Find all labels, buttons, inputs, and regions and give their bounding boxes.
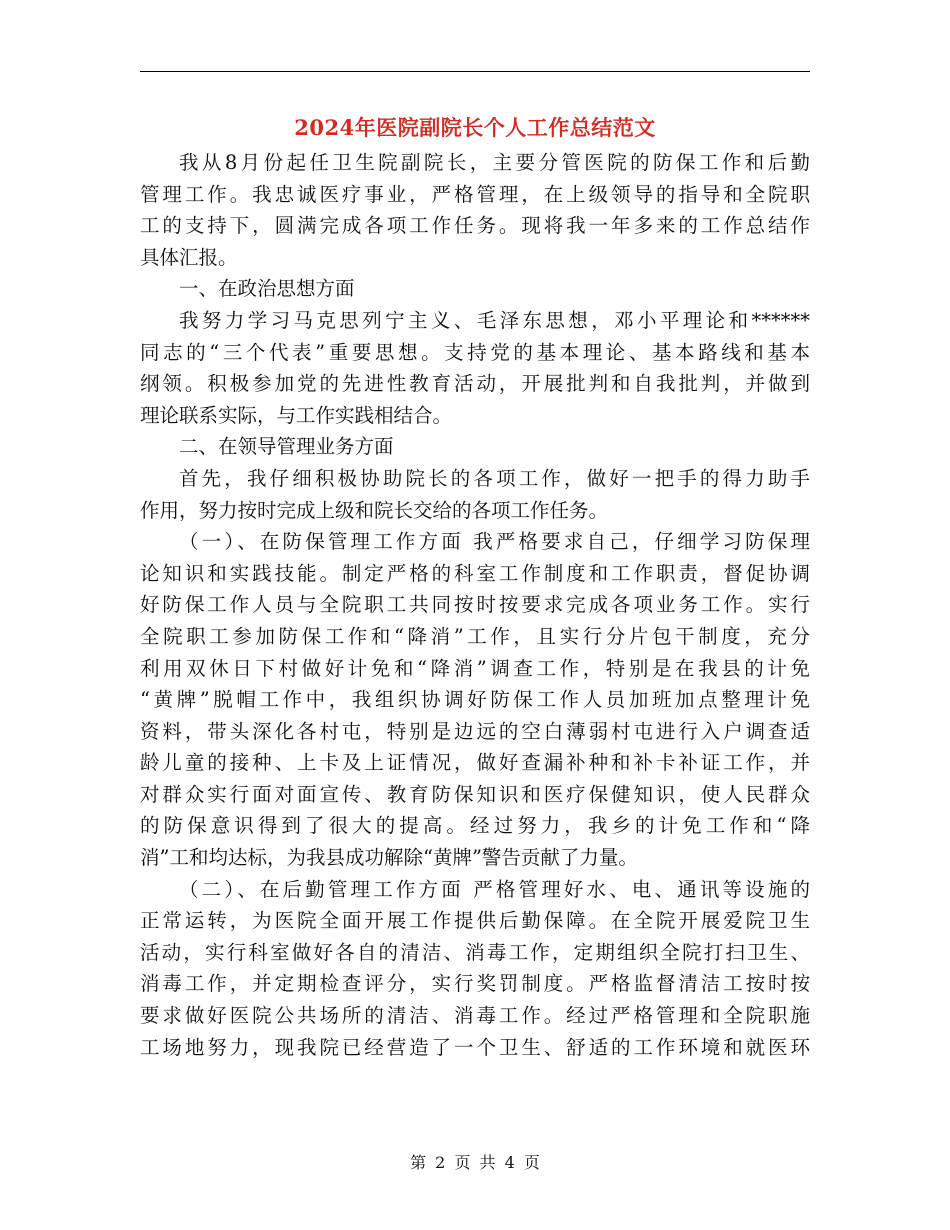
paragraph-line: 正常运转，为医院全面开展工作提供后勤保障。在全院开展爱院卫生	[140, 909, 810, 933]
paragraph-line: 工场地努力，现我院已经营造了一个卫生、舒适的工作环境和就医环	[140, 1035, 810, 1059]
page-number: 第 2 页 共 4 页	[410, 1153, 540, 1172]
document-title: 2024年医院副院长个人工作总结范文	[294, 115, 656, 140]
paragraph-line: 活动，实行科室做好各自的清洁、消毒工作，定期组织全院打扫卫生、	[140, 940, 810, 964]
paragraph-line: 工的支持下，圆满完成各项工作任务。现将我一年多来的工作总结作	[140, 214, 810, 238]
paragraph-line: 具体汇报。	[140, 245, 238, 269]
header-rule	[140, 71, 810, 72]
paragraph-line: 同志的“三个代表”重要思想。支持党的基本理论、基本路线和基本	[140, 340, 810, 364]
paragraph-line: 龄儿童的接种、上卡及上证情况，做好查漏补种和补卡补证工作，并	[140, 751, 810, 775]
document-body	[140, 147, 810, 1063]
paragraph-line: 消毒工作，并定期检查评分，实行奖罚制度。严格监督清洁工按时按	[140, 972, 810, 996]
paragraph-line: （二）、在后勤管理工作方面 严格管理好水、电、通讯等设施的	[179, 877, 810, 901]
paragraph-line: 消”工和均达标，为我县成功解除“黄牌”警告贡献了力量。	[140, 846, 638, 870]
paragraph-line: 理论联系实际，与工作实践相结合。	[140, 403, 453, 427]
paragraph-line: 我从8月份起任卫生院副院长，主要分管医院的防保工作和后勤	[179, 151, 810, 174]
paragraph-line: 首先，我仔细积极协助院长的各项工作，做好一把手的得力助手	[179, 466, 810, 490]
paragraph-line: 作用，努力按时完成上级和院长交给的各项工作任务。	[140, 498, 609, 522]
paragraph-line: 利用双休日下村做好计免和“降消”调查工作，特别是在我县的计免	[140, 656, 810, 680]
paragraph-line: 好防保工作人员与全院职工共同按时按要求完成各项业务工作。实行	[140, 593, 810, 617]
paragraph-line: 纲领。积极参加党的先进性教育活动，开展批判和自我批判，并做到	[140, 372, 810, 396]
section-heading: 二、在领导管理业务方面	[179, 435, 394, 459]
paragraph-line: 论知识和实践技能。制定严格的科室工作制度和工作职责，督促协调	[140, 561, 810, 585]
paragraph-line: （一）、在防保管理工作方面 我严格要求自己，仔细学习防保理	[179, 530, 810, 554]
paragraph-line: 资料，带头深化各村屯，特别是边远的空白薄弱村屯进行入户调查适	[140, 719, 810, 743]
paragraph-line: 管理工作。我忠诚医疗事业，严格管理，在上级领导的指导和全院职	[140, 182, 810, 206]
paragraph-line: 全院职工参加防保工作和“降消”工作，且实行分片包干制度，充分	[140, 624, 810, 648]
paragraph-line: 的防保意识得到了很大的提高。经过努力，我乡的计免工作和“降	[140, 814, 810, 838]
section-heading: 一、在政治思想方面	[179, 277, 355, 301]
paragraph-line: “黄牌”脱帽工作中，我组织协调好防保工作人员加班加点整理计免	[140, 688, 810, 712]
paragraph-line: 对群众实行面对面宣传、教育防保知识和医疗保健知识，使人民群众	[140, 782, 810, 806]
paragraph-line: 要求做好医院公共场所的清洁、消毒工作。经过严格管理和全院职施	[140, 1004, 810, 1028]
paragraph-line: 我努力学习马克思列宁主义、毛泽东思想，邓小平理论和******	[179, 308, 810, 332]
